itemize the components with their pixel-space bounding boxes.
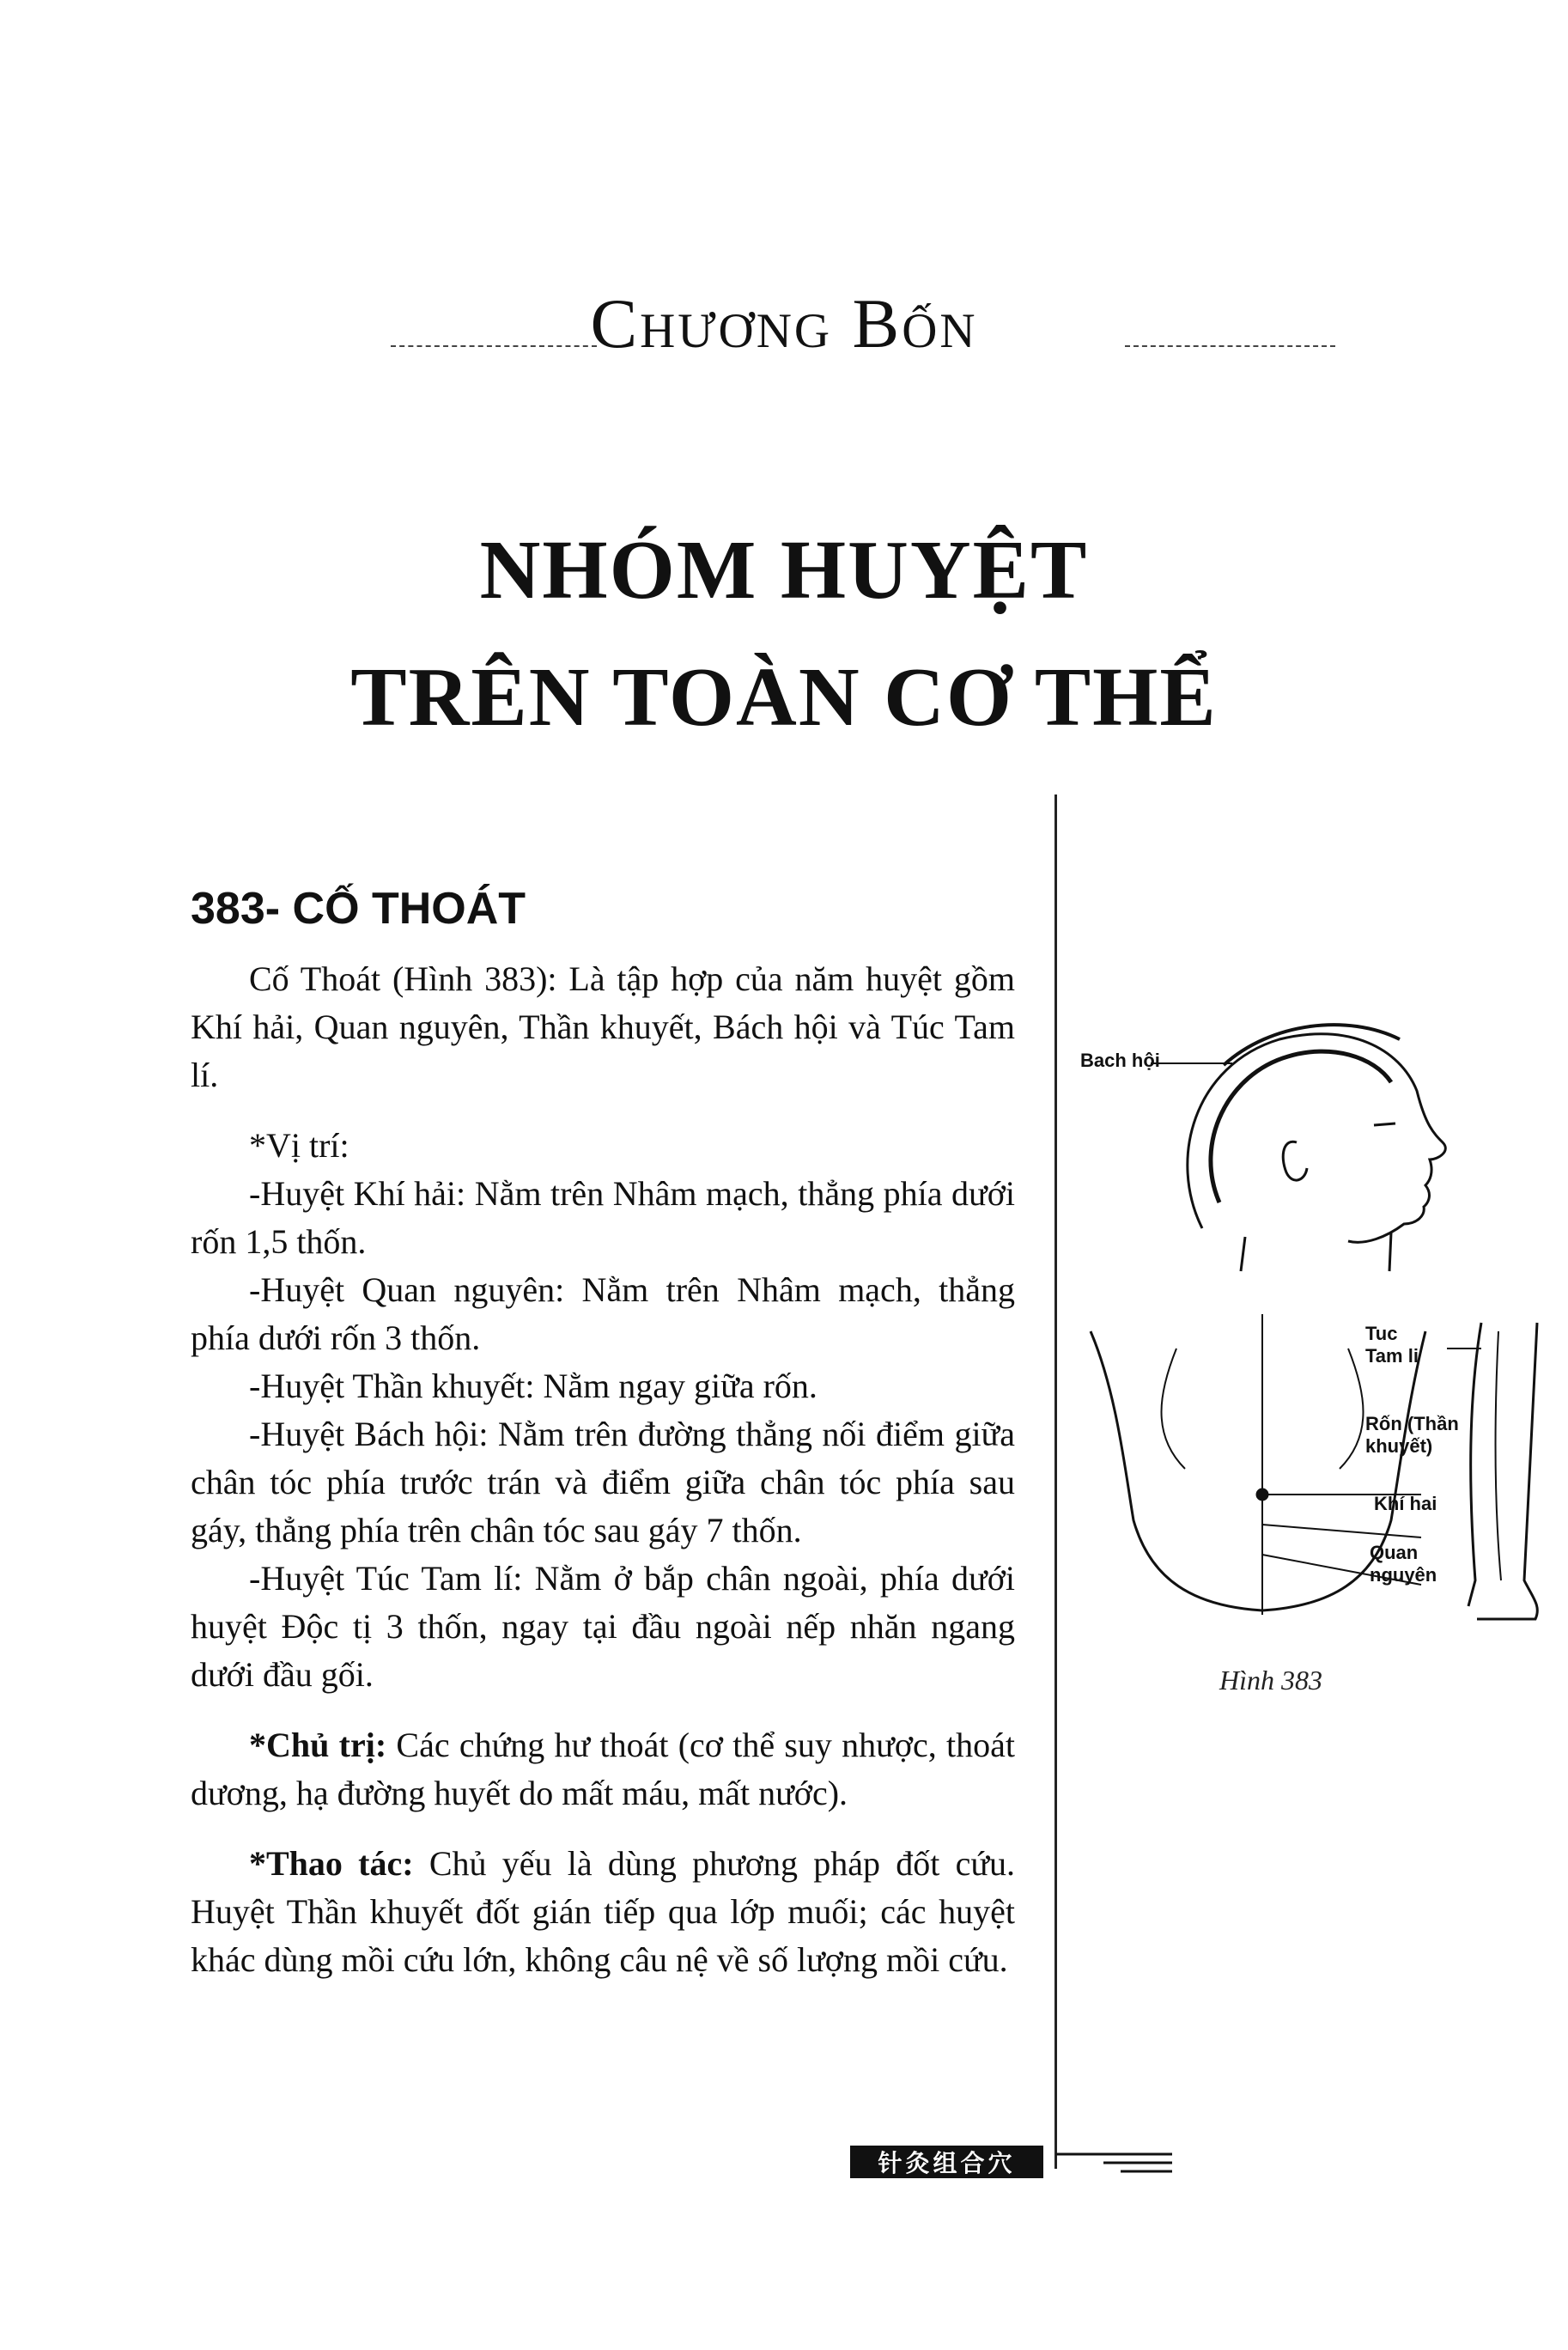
- procedure-label: *Thao tác:: [249, 1844, 414, 1883]
- indications-text: Các chứng hư thoát (cơ thể suy nhược, thoát dương, hạ đường huyết do mất máu, mất nước).: [191, 1726, 1015, 1812]
- label-quan-nguyen: Quan nguyên: [1370, 1542, 1437, 1586]
- khi-hai-pointer: [1262, 1525, 1421, 1537]
- page-title: [0, 507, 1568, 761]
- page-title-line2: TRÊN TOÀN CƠ THỂ: [350, 651, 1218, 744]
- torso-left: [1091, 1331, 1262, 1610]
- position-item: -Huyệt Bách hội: Nằm trên đường thẳng nối điểm giữa chân tóc phía trước trán và điểm giữa chân tóc phía sau gáy, thẳng phía trên chân tóc sau gáy 7 thốn.: [191, 1415, 1015, 1549]
- label-khi-hai: Khí hai: [1374, 1493, 1437, 1514]
- page-title-line1: NHÓM HUYỆT: [479, 524, 1089, 617]
- rib-right: [1340, 1349, 1364, 1469]
- column-divider: [1054, 794, 1057, 2169]
- acupoint-illustration: [1065, 988, 1546, 1658]
- label-ron: Rốn (Thần khuyết): [1365, 1413, 1459, 1457]
- footer-badge: 针灸组合穴: [850, 2146, 1043, 2178]
- acupoint-figure: [1065, 988, 1546, 1658]
- position-item: -Huyệt Khí hải: Nằm trên Nhâm mạch, thẳng phía dưới rốn 1,5 thốn.: [191, 1174, 1015, 1261]
- position-item: -Huyệt Quan nguyên: Nằm trên Nhâm mạch, thẳng phía dưới rốn 3 thốn.: [191, 1270, 1015, 1357]
- head-outline: [1188, 1034, 1445, 1243]
- indications-label: *Chủ trị:: [249, 1726, 387, 1764]
- neck-back: [1241, 1237, 1245, 1271]
- procedure-text: Chủ yếu là dùng phương pháp đốt cứu. Huyệt Thần khuyết đốt gián tiếp qua lớp muối; các huyệt khác dùng mồi cứu lớn, không câu nệ về số lượng mồi cứu.: [191, 1844, 1015, 1979]
- chapter-label: Chương Bốn: [590, 284, 978, 362]
- eye: [1374, 1123, 1395, 1125]
- position-item: -Huyệt Thần khuyết: Nằm ngay giữa rốn.: [249, 1367, 817, 1405]
- leg-left: [1468, 1323, 1481, 1606]
- section-body: [191, 955, 1015, 1984]
- figure-caption: Hình 383: [1219, 1665, 1322, 1696]
- tibia: [1496, 1331, 1501, 1580]
- chapter-rule-right: [1125, 345, 1335, 347]
- procedure-paragraph: [191, 1840, 1015, 1984]
- rib-left: [1162, 1349, 1186, 1469]
- section-heading: 383- CỐ THOÁT: [191, 884, 526, 934]
- label-bach-hoi: Bach hội: [1080, 1050, 1160, 1071]
- neck-front: [1389, 1233, 1391, 1271]
- ear: [1283, 1142, 1307, 1180]
- intro-paragraph: Cố Thoát (Hình 383): Là tập hợp của năm huyệt gồm Khí hải, Quan nguyên, Thần khuyết, Bách hội và Túc Tam lí.: [191, 959, 1015, 1094]
- leg-right: [1477, 1323, 1537, 1619]
- indications-paragraph: [191, 1721, 1015, 1817]
- position-item: -Huyệt Túc Tam lí: Nằm ở bắp chân ngoài, phía dưới huyệt Độc tị 3 thốn, ngay tại đầu ngoài nếp nhăn ngang dưới đầu gối.: [191, 1559, 1015, 1694]
- position-heading: *Vị trí:: [249, 1126, 349, 1165]
- footer-ornament: [1052, 2147, 1181, 2178]
- label-tuc-tam-li: Tuc Tam li: [1365, 1323, 1419, 1367]
